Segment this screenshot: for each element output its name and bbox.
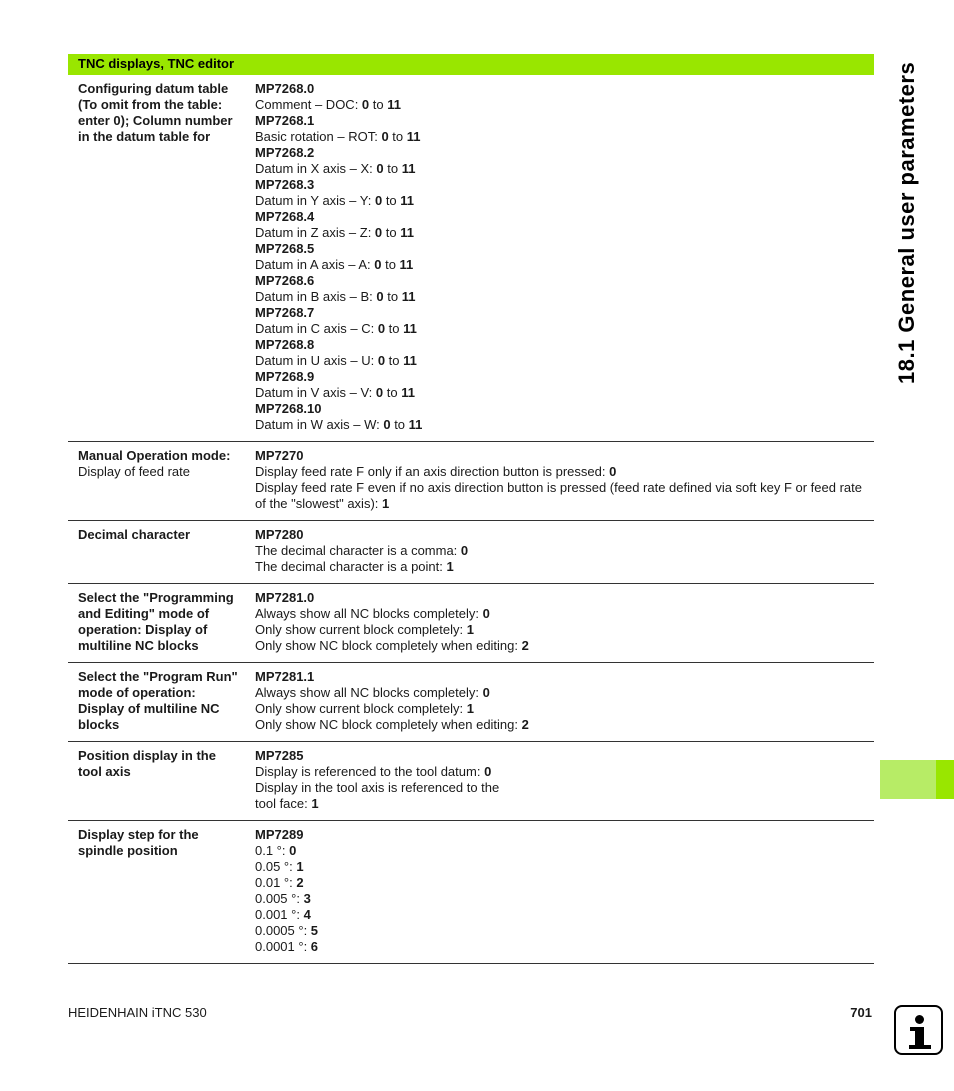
table-row bbox=[68, 442, 874, 521]
parameter-id-text: MP7268.8 bbox=[255, 337, 315, 352]
parameter-option bbox=[255, 622, 874, 638]
row-label bbox=[78, 827, 240, 859]
option-value: 3 bbox=[303, 891, 311, 906]
option-text: to bbox=[383, 385, 402, 400]
option-text: Only show NC block completely when editing: bbox=[255, 638, 522, 653]
parameter-id bbox=[255, 145, 874, 161]
parameter-option bbox=[255, 559, 874, 575]
parameter-option bbox=[255, 875, 874, 891]
option-value: 11 bbox=[408, 417, 423, 432]
row-label-bold: Position display in the tool axis bbox=[78, 748, 216, 779]
row-label-bold: Configuring datum table (To omit from the table: enter 0); Column number in the datum table for bbox=[78, 81, 233, 144]
parameter-option bbox=[255, 385, 874, 401]
parameter-option bbox=[255, 97, 874, 113]
parameter-option bbox=[255, 717, 874, 733]
parameter-option bbox=[255, 923, 874, 939]
parameter-id-text: MP7268.10 bbox=[255, 401, 322, 416]
option-text: The decimal character is a point: bbox=[255, 559, 447, 574]
option-value: 0 bbox=[361, 97, 370, 112]
option-text: Basic rotation – ROT: bbox=[255, 129, 382, 144]
parameter-id-text: MP7268.6 bbox=[255, 273, 315, 288]
row-content bbox=[255, 748, 874, 812]
parameter-id bbox=[255, 273, 874, 289]
option-text: to bbox=[383, 289, 402, 304]
parameter-option bbox=[255, 638, 874, 654]
option-text: 0.005 °: bbox=[255, 891, 304, 906]
option-text: Comment – DOC: bbox=[255, 97, 362, 112]
row-label bbox=[78, 448, 240, 480]
option-text: 0.05 °: bbox=[255, 859, 297, 874]
option-text: to bbox=[382, 193, 401, 208]
row-label-bold: Display step for the spindle position bbox=[78, 827, 199, 858]
parameter-option bbox=[255, 161, 874, 177]
option-value: 0 bbox=[374, 225, 383, 240]
option-text: Datum in X axis – X: bbox=[255, 161, 377, 176]
row-label-bold: Select the "Programming and Editing" mode of operation: Display of multiline NC blocks bbox=[78, 590, 234, 653]
parameter-option bbox=[255, 353, 874, 369]
option-value: 11 bbox=[401, 289, 416, 304]
parameter-id-text: MP7280 bbox=[255, 527, 304, 542]
parameter-id-text: MP7268.7 bbox=[255, 305, 315, 320]
option-text: to bbox=[383, 161, 402, 176]
row-label-bold: Manual Operation mode: bbox=[78, 448, 231, 463]
parameter-option bbox=[255, 321, 874, 337]
option-value: 11 bbox=[406, 129, 421, 144]
parameter-id bbox=[255, 590, 874, 606]
table-row bbox=[68, 521, 874, 584]
option-value: 6 bbox=[310, 939, 319, 954]
parameter-id-text: MP7289 bbox=[255, 827, 304, 842]
option-text: Always show all NC blocks completely: bbox=[255, 685, 483, 700]
option-text: 0.0001 °: bbox=[255, 939, 311, 954]
page-number: 701 bbox=[850, 1005, 872, 1020]
parameter-id-text: MP7270 bbox=[255, 448, 304, 463]
parameter-id bbox=[255, 209, 874, 225]
option-text: Datum in W axis – W: bbox=[255, 417, 384, 432]
option-value: 0 bbox=[374, 257, 382, 272]
parameter-option bbox=[255, 464, 874, 480]
option-value: 11 bbox=[400, 225, 414, 240]
option-text: Datum in A axis – A: bbox=[255, 257, 375, 272]
option-value: 11 bbox=[401, 385, 415, 400]
row-label bbox=[78, 81, 240, 145]
option-value: 0 bbox=[482, 685, 490, 700]
parameter-id bbox=[255, 113, 874, 129]
option-text: Always show all NC blocks completely: bbox=[255, 606, 483, 621]
option-text: Display feed rate F only if an axis direction button is pressed: bbox=[255, 464, 610, 479]
row-label bbox=[78, 748, 240, 780]
section-header bbox=[68, 54, 874, 75]
option-text: Datum in C axis – C: bbox=[255, 321, 378, 336]
option-value: 5 bbox=[310, 923, 319, 938]
row-content bbox=[255, 81, 874, 433]
parameter-option bbox=[255, 480, 874, 512]
parameter-option bbox=[255, 289, 874, 305]
option-value: 0 bbox=[374, 193, 383, 208]
parameter-option bbox=[255, 543, 874, 559]
option-text: Datum in Y axis – Y: bbox=[255, 193, 375, 208]
option-value: 0 bbox=[377, 321, 386, 336]
option-value: 11 bbox=[403, 353, 417, 368]
parameter-option bbox=[255, 257, 874, 273]
parameter-option bbox=[255, 193, 874, 209]
parameter-option bbox=[255, 843, 874, 859]
section-header-title: TNC displays, TNC editor bbox=[78, 56, 235, 71]
parameter-option bbox=[255, 685, 874, 701]
row-content bbox=[255, 590, 874, 654]
row-label-bold: Decimal character bbox=[78, 527, 191, 542]
option-value: 4 bbox=[303, 907, 311, 922]
parameter-id bbox=[255, 337, 874, 353]
option-value: 1 bbox=[311, 796, 319, 811]
row-content bbox=[255, 527, 874, 575]
parameter-id-text: MP7268.5 bbox=[255, 241, 315, 256]
option-value: 0 bbox=[383, 417, 391, 432]
row-label bbox=[78, 669, 240, 733]
option-value: 0 bbox=[376, 289, 384, 304]
row-content bbox=[255, 669, 874, 733]
parameter-id bbox=[255, 177, 874, 193]
option-text: Datum in Z axis – Z: bbox=[255, 225, 375, 240]
parameter-id-text: MP7268.3 bbox=[255, 177, 315, 192]
row-content bbox=[255, 827, 874, 955]
parameter-id-text: MP7268.4 bbox=[255, 209, 315, 224]
option-value: 11 bbox=[403, 321, 417, 336]
row-label bbox=[78, 590, 240, 654]
option-value: 11 bbox=[400, 193, 415, 208]
parameter-id bbox=[255, 669, 874, 685]
option-text: Only show current block completely: bbox=[255, 701, 467, 716]
parameter-option bbox=[255, 859, 874, 875]
option-text: to bbox=[385, 353, 404, 368]
option-value: 0 bbox=[460, 543, 469, 558]
parameter-id bbox=[255, 369, 874, 385]
option-text: Datum in U axis – U: bbox=[255, 353, 378, 368]
option-value: 1 bbox=[466, 701, 474, 716]
option-value: 2 bbox=[296, 875, 304, 890]
option-text: Datum in V axis – V: bbox=[255, 385, 376, 400]
option-value: 0 bbox=[381, 129, 389, 144]
option-value: 0 bbox=[609, 464, 617, 479]
parameter-option bbox=[255, 939, 874, 955]
option-value: 1 bbox=[382, 496, 390, 511]
option-value: 1 bbox=[446, 559, 454, 574]
table-row bbox=[68, 584, 874, 663]
parameter-option bbox=[255, 225, 874, 241]
parameter-id bbox=[255, 827, 874, 843]
table-row bbox=[68, 663, 874, 742]
info-icon bbox=[894, 1005, 943, 1055]
option-text: Datum in B axis – B: bbox=[255, 289, 377, 304]
parameter-option bbox=[255, 780, 874, 796]
option-text: Only show current block completely: bbox=[255, 622, 467, 637]
option-text: 0.0005 °: bbox=[255, 923, 311, 938]
option-text: to bbox=[381, 257, 400, 272]
option-value: 11 bbox=[401, 161, 416, 176]
footer-product-name: HEIDENHAIN iTNC 530 bbox=[68, 1005, 207, 1020]
parameter-option bbox=[255, 417, 874, 433]
option-value: 0 bbox=[376, 161, 384, 176]
option-value: 0 bbox=[377, 353, 386, 368]
parameter-id-text: MP7285 bbox=[255, 748, 304, 763]
option-text: Display feed rate F even if no axis direction button is pressed (feed rate defined via soft key F or feed rate of the "slowest" axis): bbox=[255, 480, 866, 511]
table-row bbox=[68, 75, 874, 442]
option-text: to bbox=[385, 321, 404, 336]
chapter-side-title: 18.1 General user parameters bbox=[894, 61, 919, 384]
option-value: 1 bbox=[296, 859, 304, 874]
row-label-bold: Select the "Program Run" mode of operation: Display of multiline NC blocks bbox=[78, 669, 238, 732]
option-text: tool face: bbox=[255, 796, 312, 811]
parameter-id-text: MP7268.9 bbox=[255, 369, 315, 384]
option-text: Only show NC block completely when editing: bbox=[255, 717, 522, 732]
option-value: 0 bbox=[289, 843, 297, 858]
parameter-id-text: MP7268.0 bbox=[255, 81, 315, 96]
option-text: to bbox=[382, 225, 401, 240]
option-text: Display in the tool axis is referenced to the bbox=[255, 780, 500, 795]
parameter-id-text: MP7281.0 bbox=[255, 590, 315, 605]
option-value: 0 bbox=[482, 606, 490, 621]
chapter-tab-accent bbox=[936, 760, 954, 799]
parameter-option bbox=[255, 764, 874, 780]
parameter-id bbox=[255, 81, 874, 97]
parameter-id-text: MP7268.2 bbox=[255, 145, 315, 160]
option-text: to bbox=[390, 417, 409, 432]
option-value: 0 bbox=[484, 764, 492, 779]
option-text: Display is referenced to the tool datum: bbox=[255, 764, 485, 779]
option-text: to bbox=[388, 129, 407, 144]
parameter-table bbox=[68, 75, 874, 964]
table-row bbox=[68, 821, 874, 964]
parameter-id bbox=[255, 241, 874, 257]
option-text: 0.1 °: bbox=[255, 843, 290, 858]
parameter-option bbox=[255, 129, 874, 145]
parameter-option bbox=[255, 606, 874, 622]
option-text: 0.01 °: bbox=[255, 875, 297, 890]
table-row bbox=[68, 742, 874, 821]
option-value: 2 bbox=[521, 717, 529, 732]
option-value: 2 bbox=[521, 638, 529, 653]
parameter-id bbox=[255, 527, 874, 543]
parameter-id bbox=[255, 748, 874, 764]
row-label-plain: Display of feed rate bbox=[78, 464, 191, 479]
parameter-id bbox=[255, 401, 874, 417]
parameter-option bbox=[255, 907, 874, 923]
option-value: 11 bbox=[399, 257, 414, 272]
option-text: The decimal character is a comma: bbox=[255, 543, 461, 558]
parameter-id-text: MP7268.1 bbox=[255, 113, 315, 128]
parameter-id-text: MP7281.1 bbox=[255, 669, 315, 684]
row-content bbox=[255, 448, 874, 512]
option-value: 11 bbox=[387, 97, 401, 112]
option-text: 0.001 °: bbox=[255, 907, 304, 922]
option-value: 1 bbox=[466, 622, 474, 637]
parameter-id bbox=[255, 305, 874, 321]
row-label bbox=[78, 527, 240, 543]
parameter-option bbox=[255, 701, 874, 717]
parameter-option bbox=[255, 796, 874, 812]
option-value: 0 bbox=[375, 385, 384, 400]
option-text: to bbox=[369, 97, 388, 112]
parameter-id bbox=[255, 448, 874, 464]
parameter-option bbox=[255, 891, 874, 907]
chapter-tab-marker bbox=[880, 760, 936, 799]
